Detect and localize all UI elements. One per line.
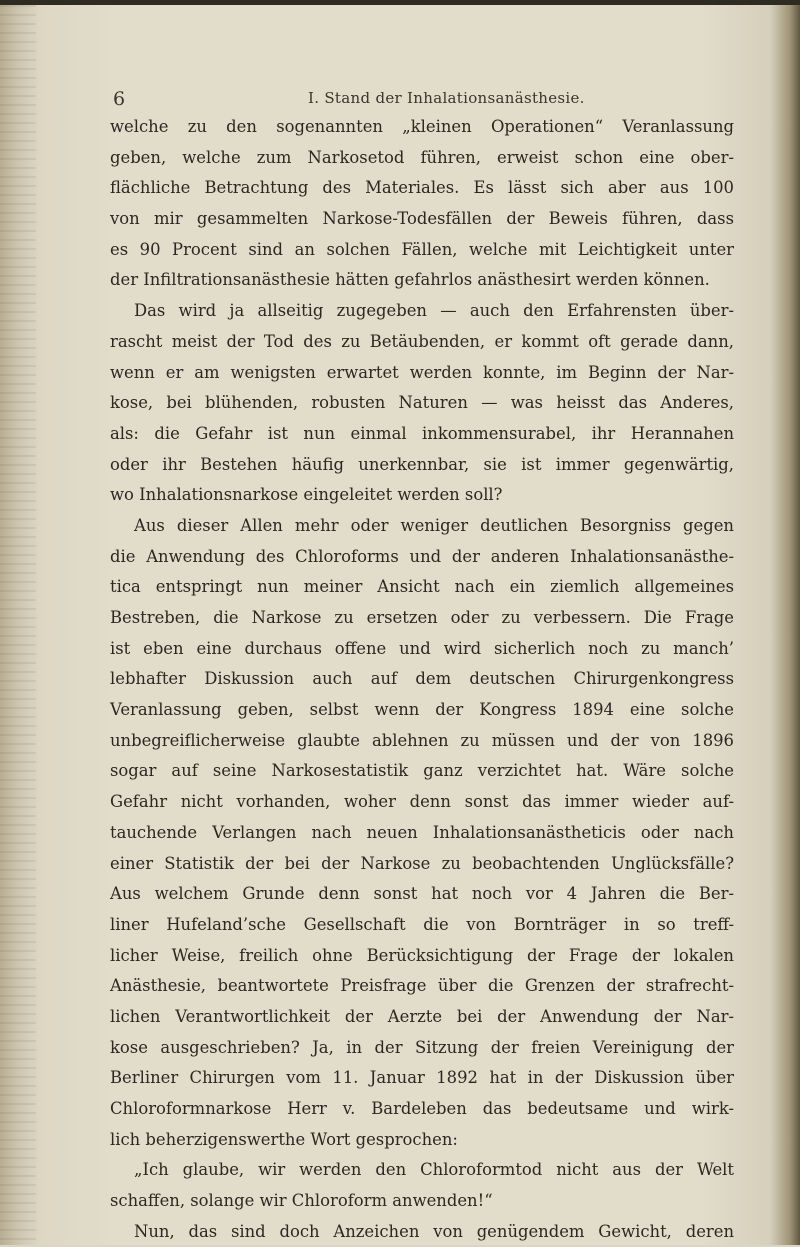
page-top-edge	[0, 0, 800, 5]
page-header	[0, 88, 800, 112]
body-text	[110, 112, 734, 1247]
text-line: geben, welche zum Narkosetod führen, erweist schon eine ober-	[110, 147, 734, 167]
text-line: Das wird ja allseitig zugegeben — auch den Erfahrensten über-	[134, 301, 734, 321]
text-line: oder ihr Bestehen häufig unerkennbar, sie ist immer gegenwärtig,	[110, 454, 734, 474]
text-line: Aus welchem Grunde denn sonst hat noch vor 4 Jahren die Ber-	[110, 884, 734, 904]
text-line: wo Inhalationsnarkose eingeleitet werden soll?	[110, 485, 503, 505]
text-line: der Infiltrationsanästhesie hätten gefahrlos anästhesirt werden können.	[110, 270, 710, 290]
text-line: tauchende Verlangen nach neuen Inhalationsanästheticis oder nach	[110, 822, 734, 842]
text-line: welche zu den sogenannten „kleinen Operationen“ Veranlassung	[110, 117, 734, 136]
text-line: Nun, das sind doch Anzeichen von genügendem Gewicht, deren	[134, 1221, 734, 1241]
text-line: lich beherzigenswerthe Wort gesprochen:	[110, 1129, 458, 1149]
text-line: ist eben eine durchaus offene und wird sicherlich noch zu manch’	[110, 638, 734, 658]
text-line: sogar auf seine Narkosestatistik ganz verzichtet hat. Wäre solche	[110, 761, 734, 781]
text-line: rascht meist der Tod des zu Betäubenden, er kommt oft gerade dann,	[110, 331, 734, 351]
text-line: wenn er am wenigsten erwartet werden konnte, im Beginn der Nar-	[110, 362, 734, 382]
page-number: 6	[113, 88, 126, 110]
text-line: schaffen, solange wir Chloroform anwenden!“	[110, 1191, 493, 1211]
text-line: licher Weise, freilich ohne Berücksichtigung der Frage der lokalen	[110, 945, 734, 965]
text-line: einer Statistik der bei der Narkose zu beobachtenden Unglücksfälle?	[110, 853, 734, 873]
text-line: kose ausgeschrieben? Ja, in der Sitzung der freien Vereinigung der	[110, 1037, 734, 1057]
text-line: liner Hufeland’sche Gesellschaft die von Bornträger in so treff-	[110, 914, 734, 934]
text-line: lichen Verantwortlichkeit der Aerzte bei der Anwendung der Nar-	[110, 1006, 734, 1026]
text-line: Aus dieser Allen mehr oder weniger deutlichen Besorgniss gegen	[134, 515, 734, 535]
text-line: Anästhesie, beantwortete Preisfrage über die Grenzen der strafrecht-	[110, 976, 734, 996]
binding-gutter	[0, 5, 36, 1245]
text-line: lebhafter Diskussion auch auf dem deutschen Chirurgenkongress	[110, 669, 734, 689]
text-line: Berliner Chirurgen vom 11. Januar 1892 hat in der Diskussion über	[110, 1068, 734, 1088]
text-line: Gefahr nicht vorhanden, woher denn sonst das immer wieder auf-	[110, 792, 734, 812]
text-line: von mir gesammelten Narkose-Todesfällen der Beweis führen, dass	[110, 209, 734, 229]
text-line: Bestreben, die Narkose zu ersetzen oder zu verbessern. Die Frage	[110, 608, 734, 627]
text-line: kose, bei blühenden, robusten Naturen — was heisst das Anderes,	[110, 393, 734, 413]
text-line: die Anwendung des Chloroforms und der anderen Inhalationsanästhe-	[110, 546, 734, 566]
text-line: unbegreiflicherweise glaubte ablehnen zu müssen und der von 1896	[110, 730, 734, 750]
text-line: Chloroformnarkose Herr v. Bardeleben das bedeutsame und wirk-	[110, 1099, 734, 1118]
text-line: es 90 Procent sind an solchen Fällen, welche mit Leichtigkeit unter	[110, 239, 734, 259]
text-line: flächliche Betrachtung des Materiales. Es lässt sich aber aus 100	[110, 178, 734, 198]
text-line: Veranlassung geben, selbst wenn der Kongress 1894 eine solche	[110, 700, 734, 720]
text-line: tica entspringt nun meiner Ansicht nach ein ziemlich allgemeines	[110, 577, 734, 597]
text-line: „Ich glaube, wir werden den Chloroformtod nicht aus der Welt	[134, 1160, 734, 1180]
text-line: als: die Gefahr ist nun einmal inkommensurabel, ihr Herannahen	[110, 423, 734, 443]
running-title: I. Stand der Inhalationsanästhesie.	[308, 89, 585, 107]
